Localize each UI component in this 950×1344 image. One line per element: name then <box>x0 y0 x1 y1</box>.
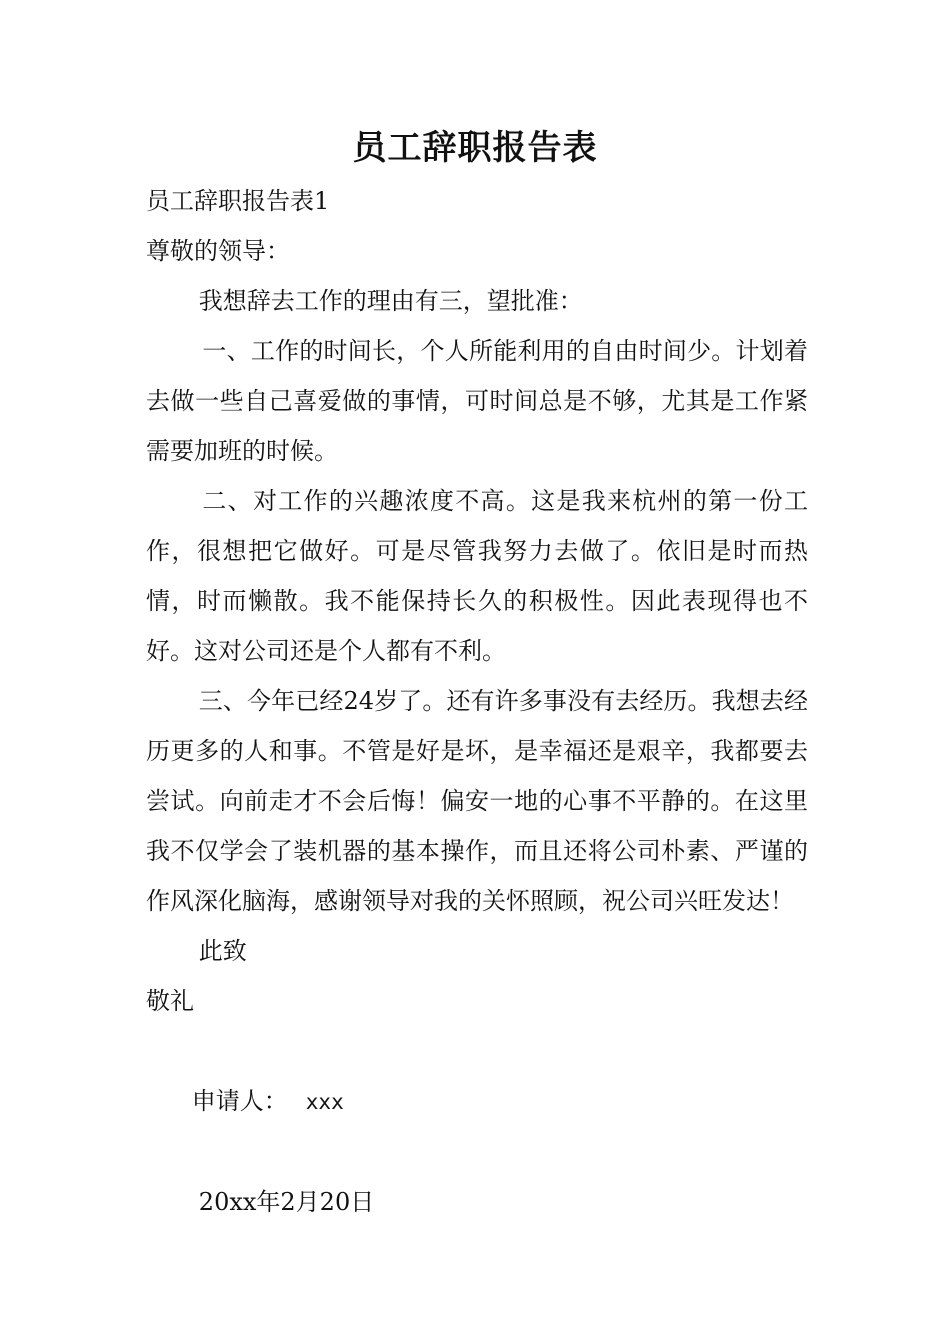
document-title: 员工辞职报告表 <box>352 128 598 168</box>
salutation: 尊敬的领导： <box>146 237 290 265</box>
applicant-line <box>146 1026 808 1177</box>
reason-paragraph-3: 三、今年已经24岁了。还有许多事没有去经历。我想去经历更多的人和事。不管是好是坏，是幸福还是艰辛，我都要去尝试。向前走才不会后悔！偏安一地的心事不平静的。在这里我不仅学会了装机器的基本操作，而且还将公司朴素、严谨的作风深化脑海，感谢领导对我的关怀照顾，祝公司兴旺发达！ <box>146 687 808 915</box>
document-body <box>146 176 808 1227</box>
reason-paragraph-1: 一、工作的时间长，个人所能利用的自由时间少。计划着去做一些自己喜爱做的事情，可时间总是不够，尤其是工作紧需要加班的时候。 <box>146 337 808 465</box>
closing-line-1: 此致 <box>198 937 247 965</box>
reason-paragraph-2: 二、对工作的兴趣浓度不高。这是我来杭州的第一份工作，很想把它做好。可是尽管我努力去做了。依旧是时而热情，时而懒散。我不能保持长久的积极性。因此表现得也不好。这对公司还是个人都有不利。 <box>146 487 808 665</box>
intro-line: 我想辞去工作的理由有三，望批准： <box>198 287 583 315</box>
applicant-name: xxx <box>305 1090 344 1114</box>
closing-line-2: 敬礼 <box>146 987 194 1015</box>
date-line: 20xx年2月20日 <box>198 1188 375 1216</box>
applicant-label: 申请人： <box>191 1087 288 1115</box>
document-subtitle: 员工辞职报告表1 <box>146 187 330 215</box>
